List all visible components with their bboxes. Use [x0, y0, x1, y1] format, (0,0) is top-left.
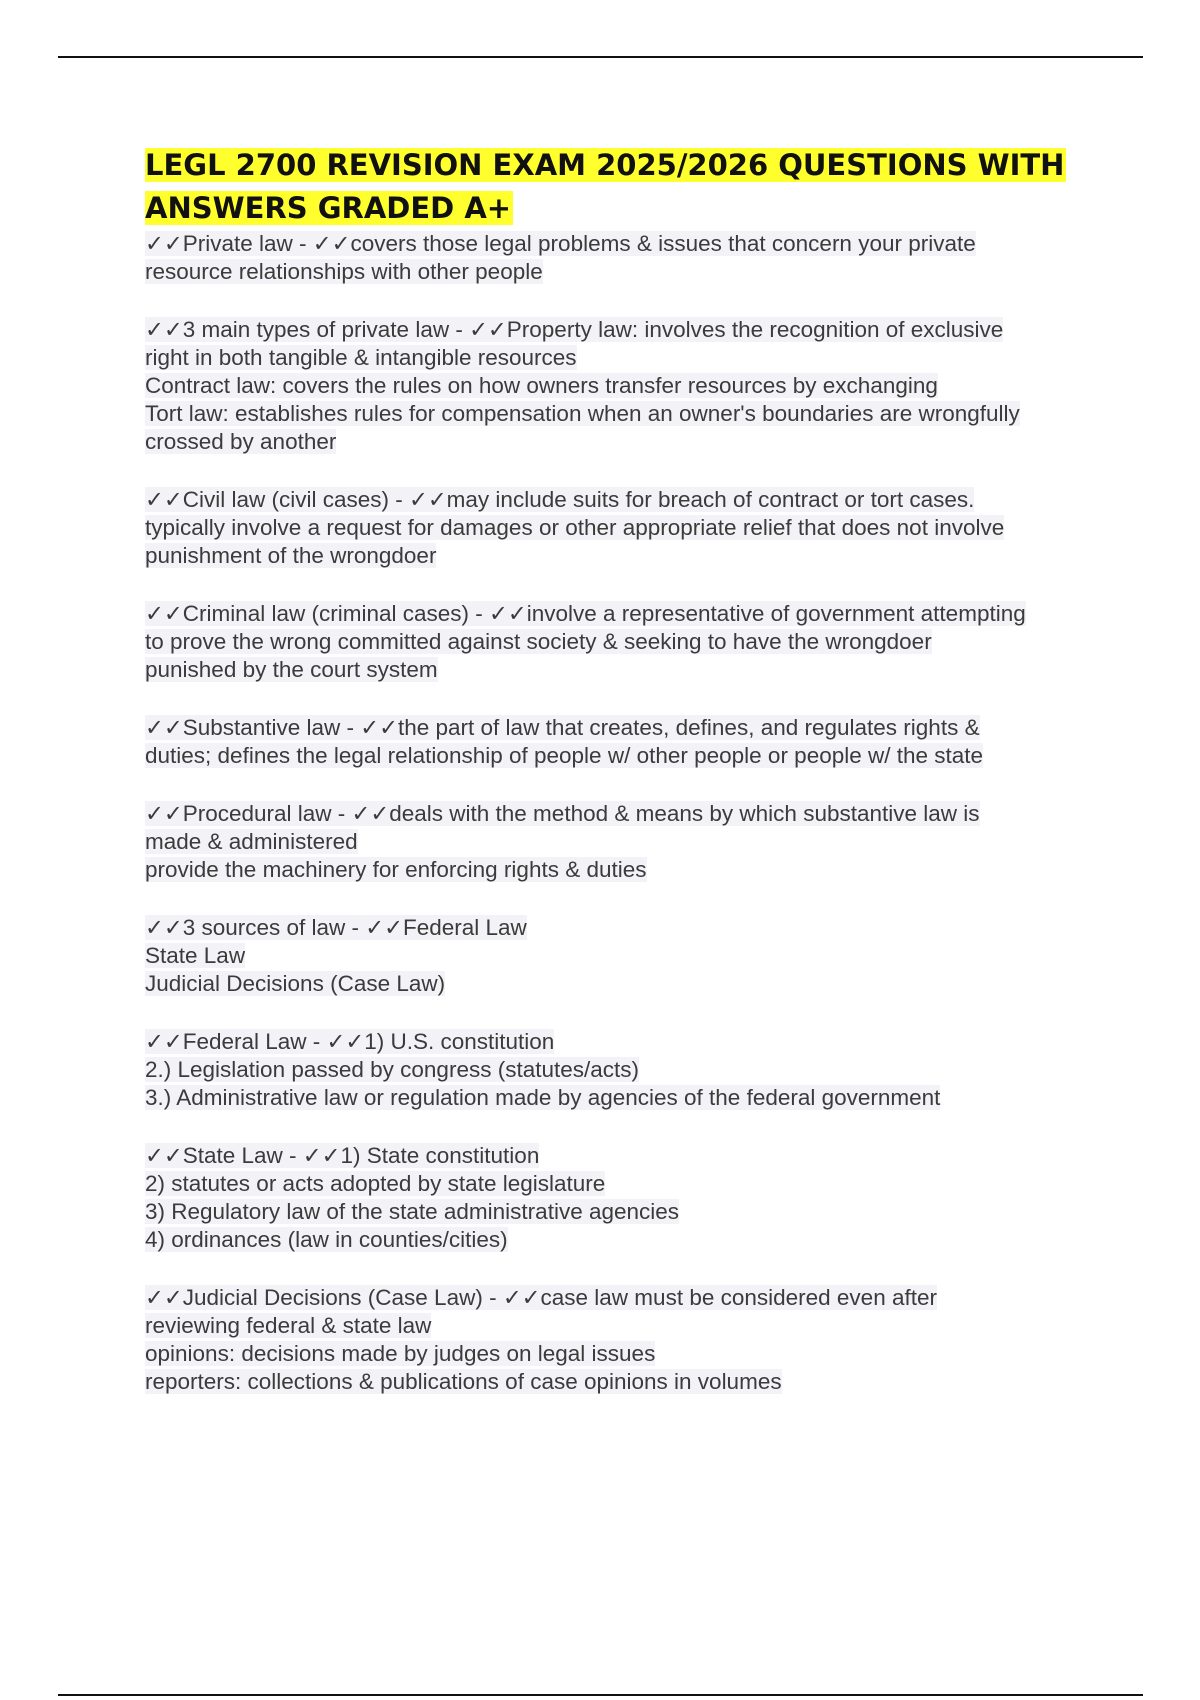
- qa-line-text: 3.) Administrative law or regulation made by agencies of the federal government: [145, 1085, 941, 1110]
- qa-line-text: 2) statutes or acts adopted by state legislature: [145, 1171, 606, 1196]
- qa-answer-line: [145, 1056, 1105, 1084]
- qa-answer-line: [145, 742, 1105, 770]
- qa-answer-line: [145, 400, 1105, 428]
- qa-answer-line: [145, 656, 1105, 684]
- qa-answer-line: [145, 344, 1105, 372]
- qa-line-text: reporters: collections & publications of case opinions in volumes: [145, 1369, 782, 1394]
- qa-question-line: [145, 800, 1105, 828]
- qa-answer-line: [145, 1340, 1105, 1368]
- qa-question-line: [145, 316, 1105, 344]
- qa-list: [145, 230, 1105, 1396]
- document-body: [145, 144, 1105, 1426]
- qa-line-text: ✓✓3 main types of private law - ✓✓Property law: involves the recognition of exclusive: [145, 317, 1004, 342]
- qa-line-text: punishment of the wrongdoer: [145, 543, 437, 568]
- qa-question-line: [145, 230, 1105, 258]
- qa-item: [145, 914, 1105, 998]
- qa-line-text: typically involve a request for damages or other appropriate relief that does not involve: [145, 515, 1005, 540]
- qa-line-text: provide the machinery for enforcing rights & duties: [145, 857, 647, 882]
- qa-line-text: ✓✓Federal Law - ✓✓1) U.S. constitution: [145, 1029, 555, 1054]
- qa-answer-line: [145, 258, 1105, 286]
- qa-answer-line: [145, 1226, 1105, 1254]
- qa-answer-line: [145, 372, 1105, 400]
- qa-line-text: 4) ordinances (law in counties/cities): [145, 1227, 508, 1252]
- qa-item: [145, 1142, 1105, 1254]
- qa-line-text: 2.) Legislation passed by congress (statutes/acts): [145, 1057, 640, 1082]
- title-line-1: LEGL 2700 REVISION EXAM 2025/2026 QUESTIONS WITH: [145, 148, 1065, 182]
- qa-item: [145, 316, 1105, 456]
- title-line-2: ANSWERS GRADED A+: [145, 191, 512, 225]
- qa-line-text: 3) Regulatory law of the state administrative agencies: [145, 1199, 680, 1224]
- qa-item: [145, 600, 1105, 684]
- qa-line-text: made & administered: [145, 829, 358, 854]
- qa-line-text: Contract law: covers the rules on how owners transfer resources by exchanging: [145, 373, 938, 398]
- qa-question-line: [145, 1028, 1105, 1056]
- qa-answer-line: [145, 1312, 1105, 1340]
- qa-answer-line: [145, 970, 1105, 998]
- qa-line-text: resource relationships with other people: [145, 259, 543, 284]
- qa-answer-line: [145, 428, 1105, 456]
- qa-line-text: ✓✓Civil law (civil cases) - ✓✓may include suits for breach of contract or tort cases.: [145, 487, 975, 512]
- qa-answer-line: [145, 514, 1105, 542]
- qa-question-line: [145, 600, 1105, 628]
- qa-line-text: ✓✓Procedural law - ✓✓deals with the method & means by which substantive law is: [145, 801, 980, 826]
- qa-item: [145, 714, 1105, 770]
- qa-question-line: [145, 486, 1105, 514]
- qa-answer-line: [145, 1170, 1105, 1198]
- qa-line-text: crossed by another: [145, 429, 337, 454]
- qa-item: [145, 800, 1105, 884]
- qa-question-line: [145, 1142, 1105, 1170]
- qa-question-line: [145, 914, 1105, 942]
- qa-answer-line: [145, 542, 1105, 570]
- qa-line-text: to prove the wrong committed against society & seeking to have the wrongdoer: [145, 629, 932, 654]
- qa-line-text: duties; defines the legal relationship of people w/ other people or people w/ the state: [145, 743, 984, 768]
- qa-item: [145, 230, 1105, 286]
- top-rule: [58, 56, 1143, 58]
- qa-line-text: Judicial Decisions (Case Law): [145, 971, 446, 996]
- qa-line-text: ✓✓Judicial Decisions (Case Law) - ✓✓case law must be considered even after: [145, 1285, 937, 1310]
- qa-line-text: right in both tangible & intangible resources: [145, 345, 577, 370]
- qa-question-line: [145, 1284, 1105, 1312]
- qa-line-text: ✓✓3 sources of law - ✓✓Federal Law: [145, 915, 527, 940]
- qa-item: [145, 1284, 1105, 1396]
- qa-line-text: ✓✓Substantive law - ✓✓the part of law that creates, defines, and regulates rights &: [145, 715, 980, 740]
- qa-line-text: opinions: decisions made by judges on legal issues: [145, 1341, 656, 1366]
- qa-answer-line: [145, 828, 1105, 856]
- qa-answer-line: [145, 1198, 1105, 1226]
- qa-line-text: punished by the court system: [145, 657, 438, 682]
- qa-answer-line: [145, 1368, 1105, 1396]
- qa-question-line: [145, 714, 1105, 742]
- qa-line-text: Tort law: establishes rules for compensation when an owner's boundaries are wrongfully: [145, 401, 1020, 426]
- qa-answer-line: [145, 628, 1105, 656]
- qa-line-text: ✓✓Private law - ✓✓covers those legal problems & issues that concern your private: [145, 231, 976, 256]
- qa-answer-line: [145, 856, 1105, 884]
- qa-line-text: ✓✓State Law - ✓✓1) State constitution: [145, 1143, 540, 1168]
- qa-answer-line: [145, 1084, 1105, 1112]
- qa-line-text: reviewing federal & state law: [145, 1313, 432, 1338]
- qa-line-text: State Law: [145, 943, 246, 968]
- qa-answer-line: [145, 942, 1105, 970]
- bottom-rule: [58, 1694, 1143, 1696]
- qa-item: [145, 1028, 1105, 1112]
- document-title: [145, 144, 1105, 230]
- qa-line-text: ✓✓Criminal law (criminal cases) - ✓✓involve a representative of government attempting: [145, 601, 1026, 626]
- qa-item: [145, 486, 1105, 570]
